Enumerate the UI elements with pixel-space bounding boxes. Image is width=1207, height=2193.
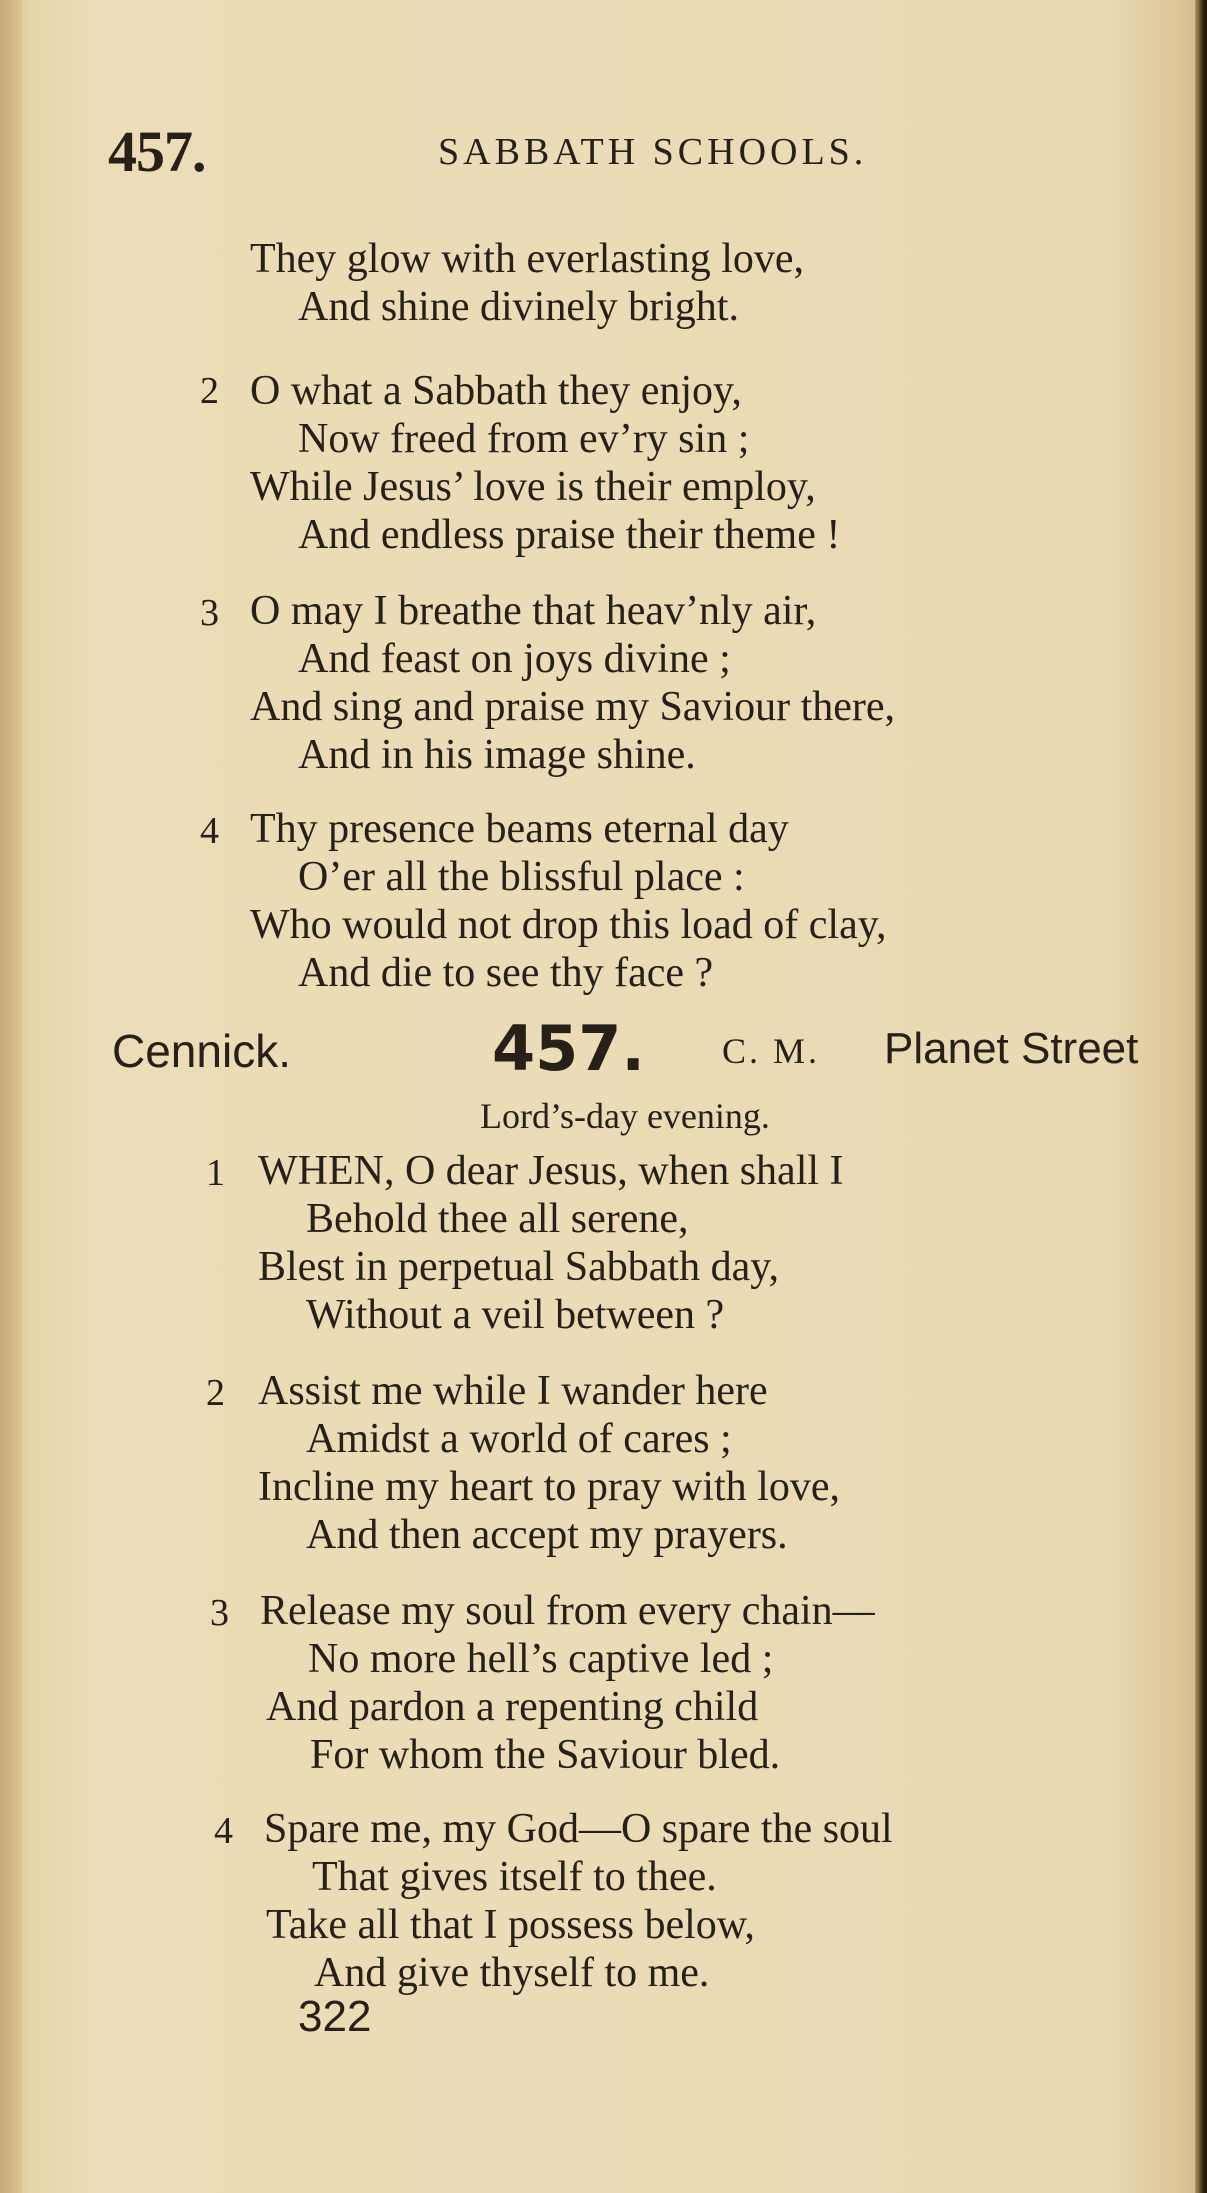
stanza-number: 4 [200,810,219,852]
stanza-number: 1 [206,1152,225,1194]
verse-line: Behold thee all serene, [306,1196,689,1242]
verse-line: And give thyself to me. [314,1950,710,1996]
verse-line: O what a Sabbath they enjoy, [250,368,742,414]
verse-line: O’er all the blissful place : [298,854,745,900]
verse-line: Who would not drop this load of clay, [250,902,887,948]
hymn-subtitle: Lord’s-day evening. [480,1096,770,1136]
running-header [108,118,1108,188]
hymn-tune: Planet Street [884,1024,1139,1073]
verse-line: And shine divinely bright. [298,284,739,330]
verse-line: WHEN, O dear Jesus, when shall I [258,1148,844,1194]
verse-line: Assist me while I wander here [258,1368,768,1414]
verse-line: Release my soul from every chain— [260,1588,875,1634]
verse-line: Now freed from ev’ry sin ; [298,416,750,462]
header-title: SABBATH SCHOOLS. [438,131,868,173]
verse-line: Amidst a world of cares ; [306,1416,732,1462]
hymn-number: 457. [492,1012,645,1085]
verse-line: And pardon a repenting child [266,1684,759,1730]
verse-line: No more hell’s captive led ; [308,1636,774,1682]
verse-line: And feast on joys divine ; [298,636,731,682]
page-gutter [0,0,22,2193]
hymn-meter: C. M. [722,1031,821,1071]
verse-line: Blest in perpetual Sabbath day, [258,1244,779,1290]
verse-line: Thy presence beams eternal day [250,806,789,852]
verse-line: O may I breathe that heav’nly air, [250,588,817,634]
verse-line: Spare me, my God—O spare the soul [264,1806,893,1852]
stanza-number: 3 [200,592,219,634]
hymn-heading [112,1012,1192,1088]
verse-line: And endless praise their theme ! [298,512,841,558]
verse-line: And sing and praise my Saviour there, [250,684,896,730]
verse-line: And then accept my prayers. [306,1512,788,1558]
hymn-author: Cennick. [112,1025,291,1077]
verse-line: And in his image shine. [298,732,696,778]
stanza-number: 4 [214,1810,233,1852]
verse-line: That gives itself to thee. [312,1854,717,1900]
header-hymn-number: 457. [108,119,206,184]
verse-line: And die to see thy face ? [298,950,714,996]
verse-line: They glow with everlasting love, [250,236,805,282]
page-edge [1195,0,1207,2193]
verse-line: Without a veil between ? [306,1292,725,1338]
stanza-number: 3 [210,1592,229,1634]
page-number: 322 [298,1992,372,2041]
verse-line: Take all that I possess below, [266,1902,755,1948]
stanza-number: 2 [206,1372,225,1414]
verse-line: For whom the Saviour bled. [310,1732,781,1778]
stanza-number: 2 [200,370,219,412]
verse-line: While Jesus’ love is their employ, [250,464,816,510]
verse-line: Incline my heart to pray with love, [258,1464,840,1510]
